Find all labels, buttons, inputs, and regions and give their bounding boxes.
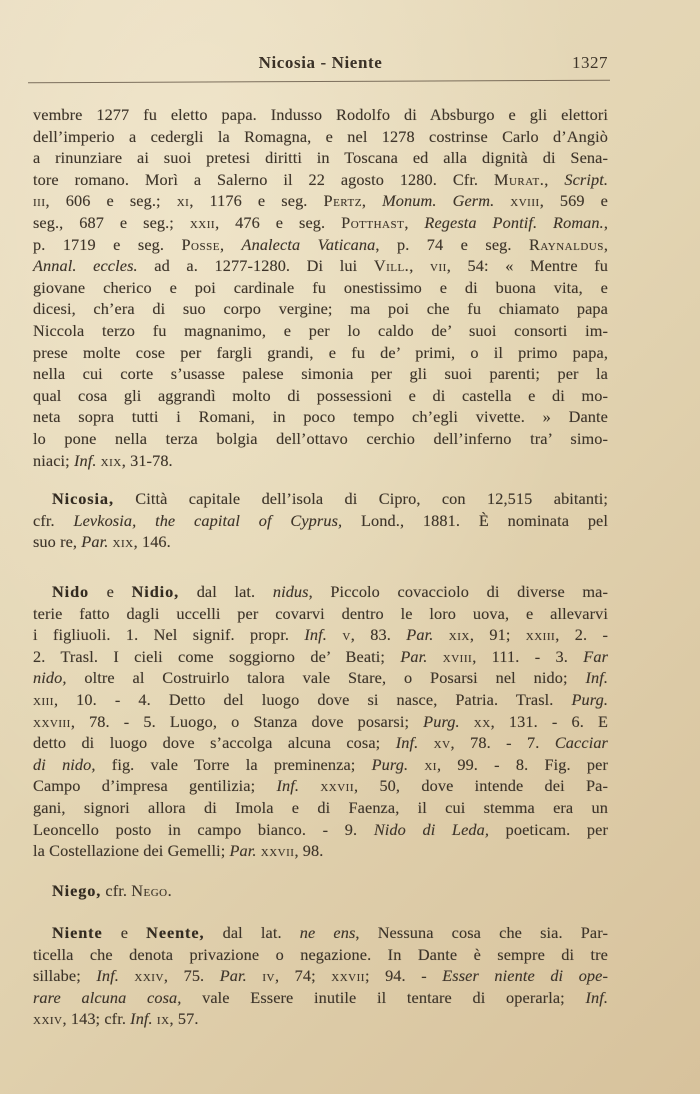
text-run: dal lat. (179, 582, 273, 601)
roman-numeral: xxii (189, 212, 216, 232)
text-run: , Nessuna cosa che sia. Par- (355, 923, 608, 942)
text-run: a rinunziare ai suoi pretesi diritti in Toscana ed alla dignità di Sena- (33, 148, 608, 168)
text-run: , (603, 234, 608, 254)
text-line (33, 212, 608, 234)
text-line (33, 298, 608, 320)
text-run: neta sopra tutti i Romani, in poco tempo ch’egli vivette. » Dante (33, 407, 608, 427)
text-line (33, 646, 608, 668)
text-run (427, 647, 442, 666)
text-run: detto di luogo dove s’accolga alcuna cosa; (33, 733, 396, 753)
roman-numeral: xx (473, 711, 491, 731)
text-run: sillabe; (33, 966, 97, 986)
text-line (33, 711, 608, 733)
text-run: , 83. (350, 625, 407, 645)
italic-reference: Monum. Germ. (382, 191, 495, 211)
header-title: Nicosia - Niente (258, 53, 383, 72)
text-run: vale Essere inutile il tentare di operarla; (181, 987, 586, 1007)
text-line (33, 840, 608, 862)
entry-headword: Neente, (146, 923, 205, 942)
italic-reference: Analecta Vaticana (241, 234, 376, 254)
text-run: , 476 e seg. (215, 212, 342, 232)
text-line (33, 880, 608, 902)
text-run: ; 94. - (364, 966, 443, 986)
text-run (460, 712, 474, 731)
italic-reference: Par. (406, 625, 434, 645)
text-run: p. 1719 e seg. (33, 234, 182, 254)
entry-headword: Niego, (52, 881, 102, 900)
text-line (33, 277, 608, 299)
text-run (327, 625, 342, 644)
roman-numeral: xxiv (134, 966, 164, 986)
smallcaps-name: Raynaldus (528, 234, 604, 254)
text-run: oltre al Costruirlo talora vale Stare, o Posarsi nel nido; (66, 668, 586, 688)
text-line (33, 363, 608, 385)
text-run: Città capitale dell’isola di Cipro, con 12,515 abitanti; (113, 489, 608, 508)
text-line (33, 944, 608, 966)
smallcaps-name: Pertz (323, 191, 362, 211)
entry-niego (33, 880, 608, 902)
italic-reference: Levkosia, the capital of Cyprus, (73, 510, 343, 530)
text-line (33, 190, 608, 212)
text-line (33, 104, 608, 126)
text-run: , 50, dove intende dei Pa- (354, 776, 608, 796)
smallcaps-name: Murat. (494, 169, 545, 189)
entry-niccolo-continuation (33, 104, 608, 471)
text-run: , 57. (169, 1009, 199, 1029)
italic-reference: Par. (81, 532, 109, 552)
italic-reference: Inf. (585, 987, 608, 1007)
text-run (119, 966, 135, 985)
text-run: 2. Trasl. I cieli come soggiorno de’ Beati; (33, 646, 401, 666)
italic-reference: Cacciar (554, 733, 608, 753)
roman-numeral: xxiv (33, 1009, 63, 1029)
text-run: , (404, 212, 425, 232)
text-run: , 91; (469, 625, 526, 645)
text-line (33, 510, 608, 532)
text-line (33, 428, 608, 450)
italic-reference: rare alcuna cosa, (33, 987, 182, 1007)
text-run: i figliuoli. 1. Nel signif. propr. (33, 625, 305, 645)
roman-numeral: xix (100, 450, 122, 470)
roman-numeral: xix (112, 532, 134, 552)
italic-reference: Inf. (585, 668, 608, 688)
text-run: , 606 e seg.; (45, 191, 177, 211)
text-line (33, 775, 608, 797)
roman-numeral: xxvii (320, 776, 355, 796)
text-run: dell’imperio a cedergli la Romagna, e nel 1278 costrinse Carlo d’Angiò (33, 126, 608, 146)
italic-reference: Inf. (304, 625, 327, 645)
roman-numeral: v (342, 625, 351, 645)
text-run: vembre 1277 fu eletto papa. Indusso Rodolfo di Absburgo e gli elettori (33, 105, 608, 124)
text-run: , 10. - 4. Detto del luogo dove si nasce, Patria. Trasl. (53, 689, 572, 709)
text-line (33, 169, 608, 191)
text-run: , 146. (133, 532, 171, 552)
italic-reference: Inf. (73, 450, 97, 470)
text-run: , (544, 169, 565, 189)
text-run: dicesi, ch’era di suo corpo vergine; ma poi che fu chiamato papa (33, 299, 608, 319)
smallcaps-name: Potthast (341, 212, 405, 232)
text-line (33, 922, 608, 944)
roman-numeral: xiii (33, 689, 54, 709)
roman-numeral: xxvii (260, 841, 295, 861)
text-line (33, 987, 608, 1009)
entry-headword: Niente (52, 923, 103, 942)
entry-headword: Nidio, (131, 582, 180, 601)
italic-reference: Far (583, 646, 609, 666)
text-run: poeticam. per (489, 819, 608, 839)
text-run: giovane cherico e poi cardinale fu onestissimo e di buona vita, e (33, 277, 608, 297)
roman-numeral: xxviii (33, 711, 71, 731)
text-run: nella cui corte s’usasse palese simonia per gli suoi parenti; per la (33, 364, 608, 384)
italic-reference: Inf. (130, 1009, 153, 1029)
italic-reference: Annal. eccles. (33, 256, 138, 276)
text-run: fig. vale Torre la preminenza; (95, 754, 372, 774)
text-run: la Costellazione dei Gemelli; (33, 841, 230, 861)
roman-numeral: ix (156, 1009, 170, 1029)
text-run: , (603, 212, 609, 232)
text-run: suo re, (33, 532, 82, 552)
page-number: 1327 (572, 53, 608, 72)
text-line (33, 732, 608, 754)
text-line (33, 819, 608, 841)
roman-numeral: xix (448, 625, 470, 645)
italic-reference: di nido, (33, 754, 96, 774)
italic-reference: Nido di Leda, (373, 819, 490, 839)
text-run: prese molte cose per fargli grandi, e fu de’ primi, o il primo papa, (33, 342, 608, 362)
entry-headword: Nido (52, 582, 90, 601)
roman-numeral: xviii (510, 191, 540, 211)
text-line (33, 797, 608, 819)
text-run (433, 625, 448, 644)
text-run: , (409, 256, 430, 276)
text-run: terie fatto dagli uccelli per covarvi dentro le loro uova, e allevarvi (33, 603, 608, 623)
text-run: cfr. (101, 881, 132, 900)
roman-numeral: xi (424, 754, 437, 774)
text-run: , 131. - 6. E (490, 711, 608, 731)
text-run: niaci; (33, 450, 74, 470)
text-run: , 31-78. (121, 450, 173, 470)
text-run: , p. 74 e seg. (375, 234, 529, 254)
text-line (33, 385, 608, 407)
text-line (33, 531, 608, 553)
roman-numeral: xxiii (525, 625, 556, 645)
text-run: Leoncello posto in campo bianco. - 9. (33, 819, 374, 839)
text-run: dal lat. (204, 923, 300, 942)
italic-reference: nidus (272, 582, 309, 601)
roman-numeral: iv (262, 966, 275, 986)
text-run: , 54: « Mentre fu (446, 256, 608, 276)
text-run (494, 191, 510, 210)
roman-numeral: xi (176, 191, 190, 211)
text-line (33, 450, 608, 472)
text-line (33, 624, 608, 646)
italic-reference: ne ens (299, 923, 356, 942)
text-run: tore romano. Morì a Salerno il 22 agosto 1280. Cfr. (33, 169, 494, 189)
text-line (33, 147, 608, 169)
text-run: seg., 687 e seg.; (33, 212, 190, 232)
text-run (247, 966, 263, 985)
text-line (33, 255, 608, 277)
italic-reference: Inf. (96, 966, 119, 986)
roman-numeral: xviii (442, 646, 473, 666)
text-run: , 143; cfr. (62, 1009, 131, 1029)
roman-numeral: xv (433, 733, 451, 753)
italic-reference: Esser niente di ope- (442, 966, 609, 986)
text-run: , 2. - (555, 625, 608, 645)
text-line (33, 126, 608, 148)
text-run: Niccola terzo fu magnanimo, e per lo caldo de’ suoi consorti im- (33, 320, 608, 340)
roman-numeral: xxvii (331, 966, 365, 986)
italic-reference: nido, (33, 668, 67, 688)
text-line (33, 488, 608, 510)
text-run: gani, signori allora di Imola e di Faenza, il cui stemma era un (33, 797, 608, 817)
text-line (33, 667, 608, 689)
text-run: cfr. (33, 510, 74, 530)
text-run: , 569 e (539, 191, 608, 211)
text-line (33, 754, 608, 776)
text-run: , 75. (163, 966, 220, 986)
text-line (33, 342, 608, 364)
entry-headword: Nicosia, (52, 489, 114, 508)
entry-niente (33, 922, 608, 1030)
text-run: , (219, 234, 242, 254)
text-line (33, 1008, 608, 1030)
text-run: , 111. - 3. (472, 646, 584, 666)
text-run: , 78. - 5. Luogo, o Stanza dove posarsi; (70, 711, 424, 731)
italic-reference: Inf. (395, 733, 419, 753)
italic-reference: Purg. (571, 689, 608, 709)
text-line (33, 965, 608, 987)
text-line (33, 581, 608, 603)
italic-reference: Inf. (276, 776, 300, 796)
text-run: , Piccolo covacciolo di diverse ma- (308, 582, 609, 601)
text-run (418, 733, 433, 752)
text-line (33, 320, 608, 342)
text-run: qual cosa gli aggrandì molto di possessioni e di castella e di mo- (33, 385, 608, 405)
text-run (408, 755, 424, 774)
italic-reference: Purg. (423, 711, 460, 731)
text-run: , (361, 191, 383, 211)
text-run: , 78. - 7. (450, 733, 555, 753)
text-run: e (102, 923, 147, 942)
italic-reference: Purg. (371, 754, 409, 774)
italic-reference: Par. (400, 646, 428, 666)
text-run: ticella che denota privazione o negazione. In Dante è sempre di tre (33, 944, 608, 964)
text-run: , 99. - 8. Fig. per (436, 754, 608, 774)
text-run: Campo d’impresa gentilizia; (33, 776, 277, 796)
smallcaps-name: Nego (131, 881, 168, 900)
text-run: Lond., 1881. È nominata pel (342, 510, 609, 530)
smallcaps-name: Posse (181, 234, 220, 254)
text-line (33, 406, 608, 428)
text-line (33, 603, 608, 625)
text-run: . (167, 881, 172, 900)
smallcaps-name: Vill. (373, 256, 410, 276)
text-run: e (89, 582, 132, 601)
entry-nicosia (33, 488, 608, 553)
text-run (299, 776, 320, 795)
text-line (33, 689, 608, 711)
text-run: lo pone nella terza bolgia dell’ottavo cerchio dell’inferno tra’ simo- (33, 428, 608, 448)
text-run: ad a. 1277-1280. Di lui (137, 256, 374, 276)
italic-reference: Regesta Pontif. Roman. (424, 212, 604, 232)
italic-reference: Script. (564, 169, 609, 189)
text-line (33, 234, 608, 256)
text-run: , 1176 e seg. (189, 191, 324, 211)
roman-numeral: vii (430, 256, 447, 276)
entry-nido (33, 581, 608, 862)
italic-reference: Par. (229, 841, 257, 861)
roman-numeral: iii (33, 191, 46, 211)
text-run: , 98. (294, 841, 324, 861)
text-run: , 74; (274, 966, 332, 986)
italic-reference: Par. (219, 966, 247, 986)
